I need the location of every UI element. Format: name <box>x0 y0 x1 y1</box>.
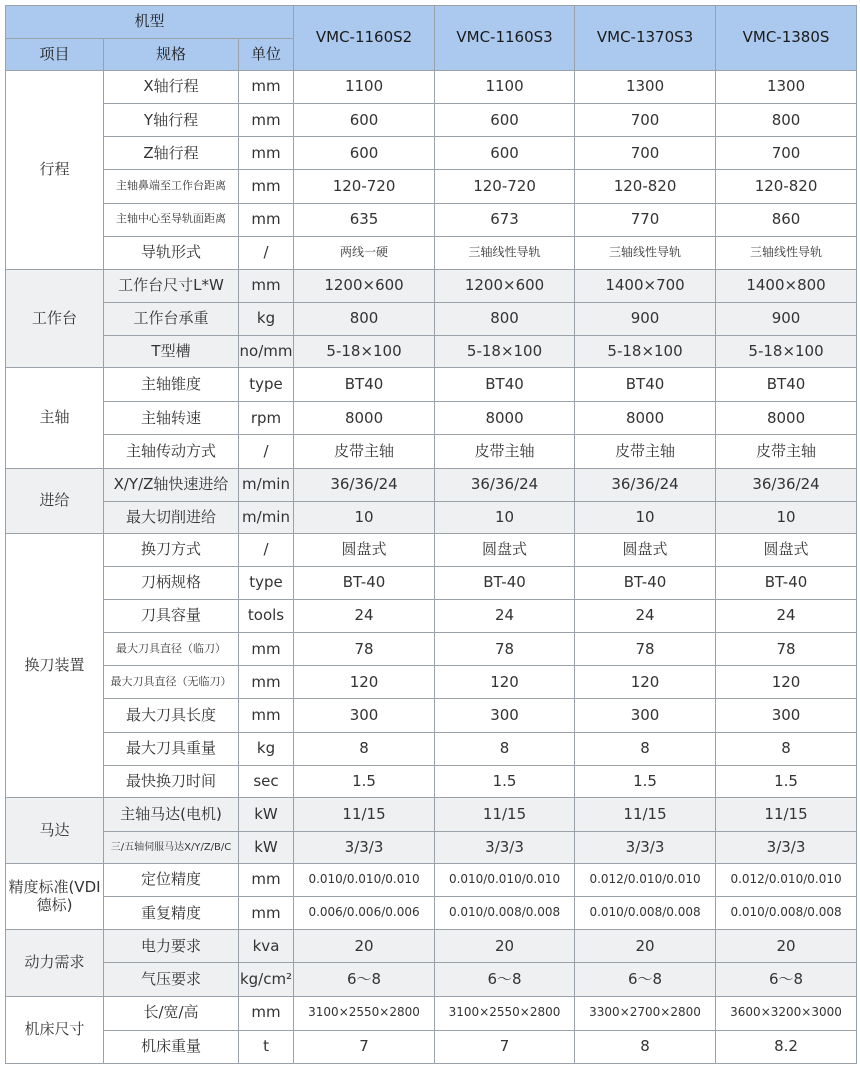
spec-cell: 主轴马达(电机) <box>104 797 239 831</box>
value-cell: 20 <box>575 930 716 963</box>
table-header <box>6 6 857 71</box>
value-cell: 0.010/0.008/0.008 <box>435 897 575 930</box>
table-row <box>6 203 857 236</box>
table-row <box>6 1030 857 1063</box>
spec-cell: 最快换刀时间 <box>104 765 239 797</box>
unit-cell: mm <box>239 666 294 699</box>
value-cell: 800 <box>716 104 857 137</box>
value-cell: 8.2 <box>716 1030 857 1063</box>
unit-cell: mm <box>239 699 294 732</box>
table-row <box>6 533 857 566</box>
value-cell: 0.010/0.008/0.008 <box>575 897 716 930</box>
unit-cell: rpm <box>239 402 294 435</box>
table-row <box>6 302 857 335</box>
spec-cell: 最大刀具重量 <box>104 732 239 765</box>
value-cell: 圆盘式 <box>716 533 857 566</box>
unit-cell: / <box>239 533 294 566</box>
table-row <box>6 765 857 797</box>
value-cell: 8000 <box>435 402 575 435</box>
value-cell: 0.010/0.008/0.008 <box>716 897 857 930</box>
unit-cell: m/min <box>239 501 294 533</box>
unit-cell: kg <box>239 302 294 335</box>
value-cell: 78 <box>716 633 857 666</box>
value-cell: 300 <box>294 699 435 732</box>
table-row <box>6 600 857 633</box>
value-cell: 圆盘式 <box>435 533 575 566</box>
value-cell: 300 <box>435 699 575 732</box>
value-cell: 700 <box>575 104 716 137</box>
value-cell: 600 <box>435 137 575 170</box>
value-cell: 673 <box>435 203 575 236</box>
value-cell: 700 <box>575 137 716 170</box>
value-cell: 24 <box>435 600 575 633</box>
value-cell: 两线一硬 <box>294 236 435 269</box>
spec-cell: 刀柄规格 <box>104 566 239 599</box>
spec-cell: 主轴转速 <box>104 402 239 435</box>
spec-cell: 最大刀具直径（临刀） <box>104 633 239 666</box>
unit-cell: kg <box>239 732 294 765</box>
value-cell: 700 <box>716 137 857 170</box>
model-column-3: VMC-1370S3 <box>575 6 716 71</box>
value-cell: 1.5 <box>435 765 575 797</box>
value-cell: 600 <box>294 137 435 170</box>
value-cell: 8 <box>575 732 716 765</box>
value-cell: 8000 <box>294 402 435 435</box>
category-cell: 进给 <box>6 468 104 533</box>
value-cell: 8 <box>575 1030 716 1063</box>
value-cell: 20 <box>716 930 857 963</box>
value-cell: 0.006/0.006/0.006 <box>294 897 435 930</box>
table-row <box>6 104 857 137</box>
category-cell: 马达 <box>6 797 104 863</box>
category-cell: 精度标准(VDI德标) <box>6 864 104 930</box>
table-row <box>6 236 857 269</box>
value-cell: 0.010/0.010/0.010 <box>435 864 575 897</box>
unit-cell: mm <box>239 633 294 666</box>
value-cell: 78 <box>435 633 575 666</box>
spec-cell: 刀具容量 <box>104 600 239 633</box>
value-cell: 120 <box>716 666 857 699</box>
value-cell: 1200×600 <box>435 269 575 302</box>
unit-cell: tools <box>239 600 294 633</box>
unit-cell: no/mm <box>239 336 294 368</box>
value-cell: 5-18×100 <box>294 336 435 368</box>
value-cell: 圆盘式 <box>575 533 716 566</box>
value-cell: 800 <box>294 302 435 335</box>
value-cell: BT-40 <box>294 566 435 599</box>
value-cell: 3/3/3 <box>575 831 716 863</box>
value-cell: 8 <box>435 732 575 765</box>
table-row <box>6 633 857 666</box>
value-cell: 8000 <box>575 402 716 435</box>
model-header-label: 机型 <box>6 6 294 39</box>
category-cell: 换刀装置 <box>6 533 104 797</box>
spec-cell: 机床重量 <box>104 1030 239 1063</box>
value-cell: 120 <box>575 666 716 699</box>
value-cell: 24 <box>716 600 857 633</box>
unit-cell: type <box>239 368 294 402</box>
value-cell: 10 <box>435 501 575 533</box>
value-cell: 1100 <box>435 71 575 104</box>
unit-cell: mm <box>239 864 294 897</box>
value-cell: 6～8 <box>435 963 575 996</box>
unit-cell: / <box>239 435 294 468</box>
value-cell: 3100×2550×2800 <box>294 996 435 1030</box>
value-cell: 900 <box>716 302 857 335</box>
value-cell: 8 <box>716 732 857 765</box>
spec-cell: 最大切削进给 <box>104 501 239 533</box>
value-cell: 5-18×100 <box>575 336 716 368</box>
spec-header: 规格 <box>104 39 239 71</box>
value-cell: 1300 <box>716 71 857 104</box>
table-row <box>6 864 857 897</box>
spec-cell: 主轴鼻端至工作台距离 <box>104 170 239 203</box>
unit-cell: t <box>239 1030 294 1063</box>
value-cell: 6～8 <box>716 963 857 996</box>
unit-cell: mm <box>239 104 294 137</box>
unit-cell: kg/cm² <box>239 963 294 996</box>
value-cell: BT40 <box>435 368 575 402</box>
unit-cell: mm <box>239 137 294 170</box>
category-cell: 动力需求 <box>6 930 104 996</box>
spec-cell: 三/五轴伺服马达X/Y/Z/B/C <box>104 831 239 863</box>
table-row <box>6 566 857 599</box>
value-cell: 0.010/0.010/0.010 <box>294 864 435 897</box>
value-cell: 1.5 <box>294 765 435 797</box>
category-cell: 机床尺寸 <box>6 996 104 1064</box>
value-cell: 3/3/3 <box>435 831 575 863</box>
value-cell: 120-720 <box>435 170 575 203</box>
spec-cell: 定位精度 <box>104 864 239 897</box>
spec-cell: 最大刀具长度 <box>104 699 239 732</box>
value-cell: 1.5 <box>716 765 857 797</box>
unit-cell: kva <box>239 930 294 963</box>
value-cell: 10 <box>575 501 716 533</box>
value-cell: 0.012/0.010/0.010 <box>716 864 857 897</box>
table-row <box>6 435 857 468</box>
value-cell: 600 <box>294 104 435 137</box>
value-cell: 1200×600 <box>294 269 435 302</box>
value-cell: 5-18×100 <box>435 336 575 368</box>
value-cell: 24 <box>294 600 435 633</box>
value-cell: 36/36/24 <box>716 468 857 501</box>
value-cell: 7 <box>294 1030 435 1063</box>
category-cell: 主轴 <box>6 368 104 468</box>
value-cell: 8 <box>294 732 435 765</box>
value-cell: 3100×2550×2800 <box>435 996 575 1030</box>
table-row <box>6 963 857 996</box>
value-cell: 78 <box>575 633 716 666</box>
value-cell: BT40 <box>294 368 435 402</box>
table-row <box>6 831 857 863</box>
value-cell: 1400×700 <box>575 269 716 302</box>
value-cell: 120-720 <box>294 170 435 203</box>
value-cell: 皮带主轴 <box>716 435 857 468</box>
spec-cell: 长/宽/高 <box>104 996 239 1030</box>
value-cell: 6～8 <box>294 963 435 996</box>
spec-cell: 工作台承重 <box>104 302 239 335</box>
table-row <box>6 930 857 963</box>
category-cell: 工作台 <box>6 269 104 367</box>
spec-cell: X轴行程 <box>104 71 239 104</box>
value-cell: BT40 <box>575 368 716 402</box>
value-cell: 11/15 <box>575 797 716 831</box>
value-cell: 120 <box>435 666 575 699</box>
unit-cell: type <box>239 566 294 599</box>
value-cell: 800 <box>435 302 575 335</box>
value-cell: 300 <box>716 699 857 732</box>
spec-table <box>5 5 857 1064</box>
value-cell: 120-820 <box>716 170 857 203</box>
value-cell: 3600×3200×3000 <box>716 996 857 1030</box>
model-column-2: VMC-1160S3 <box>435 6 575 71</box>
table-row <box>6 797 857 831</box>
table-row <box>6 468 857 501</box>
value-cell: 3/3/3 <box>294 831 435 863</box>
value-cell: 5-18×100 <box>716 336 857 368</box>
table-row <box>6 170 857 203</box>
value-cell: 1.5 <box>575 765 716 797</box>
unit-cell: m/min <box>239 468 294 501</box>
unit-header: 单位 <box>239 39 294 71</box>
value-cell: 10 <box>716 501 857 533</box>
unit-cell: mm <box>239 71 294 104</box>
table-row <box>6 501 857 533</box>
unit-cell: mm <box>239 203 294 236</box>
unit-cell: mm <box>239 170 294 203</box>
value-cell: 3/3/3 <box>716 831 857 863</box>
value-cell: 6～8 <box>575 963 716 996</box>
value-cell: 皮带主轴 <box>435 435 575 468</box>
table-row <box>6 137 857 170</box>
table-row <box>6 996 857 1030</box>
value-cell: 860 <box>716 203 857 236</box>
unit-cell: mm <box>239 269 294 302</box>
value-cell: 24 <box>575 600 716 633</box>
value-cell: 120 <box>294 666 435 699</box>
value-cell: 300 <box>575 699 716 732</box>
value-cell: 900 <box>575 302 716 335</box>
model-column-4: VMC-1380S <box>716 6 857 71</box>
value-cell: 1300 <box>575 71 716 104</box>
value-cell: 1400×800 <box>716 269 857 302</box>
spec-cell: T型槽 <box>104 336 239 368</box>
spec-cell: X/Y/Z轴快速进给 <box>104 468 239 501</box>
table-body <box>6 71 857 1064</box>
value-cell: 三轴线性导轨 <box>716 236 857 269</box>
value-cell: 三轴线性导轨 <box>435 236 575 269</box>
value-cell: 36/36/24 <box>294 468 435 501</box>
value-cell: 11/15 <box>435 797 575 831</box>
value-cell: 36/36/24 <box>575 468 716 501</box>
value-cell: BT-40 <box>716 566 857 599</box>
value-cell: 10 <box>294 501 435 533</box>
value-cell: BT-40 <box>575 566 716 599</box>
spec-cell: Z轴行程 <box>104 137 239 170</box>
value-cell: 7 <box>435 1030 575 1063</box>
unit-cell: mm <box>239 897 294 930</box>
category-cell: 行程 <box>6 71 104 270</box>
spec-cell: 主轴锥度 <box>104 368 239 402</box>
unit-cell: kW <box>239 831 294 863</box>
unit-cell: mm <box>239 996 294 1030</box>
value-cell: 78 <box>294 633 435 666</box>
value-cell: BT40 <box>716 368 857 402</box>
model-column-1: VMC-1160S2 <box>294 6 435 71</box>
value-cell: 120-820 <box>575 170 716 203</box>
value-cell: 600 <box>435 104 575 137</box>
table-row <box>6 732 857 765</box>
value-cell: 20 <box>294 930 435 963</box>
spec-cell: 主轴传动方式 <box>104 435 239 468</box>
value-cell: 8000 <box>716 402 857 435</box>
value-cell: 20 <box>435 930 575 963</box>
unit-cell: sec <box>239 765 294 797</box>
table-row <box>6 71 857 104</box>
spec-cell: Y轴行程 <box>104 104 239 137</box>
value-cell: 三轴线性导轨 <box>575 236 716 269</box>
value-cell: 1100 <box>294 71 435 104</box>
value-cell: 770 <box>575 203 716 236</box>
unit-cell: / <box>239 236 294 269</box>
table-row <box>6 402 857 435</box>
table-row <box>6 269 857 302</box>
table-row <box>6 897 857 930</box>
spec-cell: 最大刀具直径（无临刀） <box>104 666 239 699</box>
value-cell: 635 <box>294 203 435 236</box>
value-cell: 11/15 <box>716 797 857 831</box>
spec-cell: 换刀方式 <box>104 533 239 566</box>
table-row <box>6 666 857 699</box>
spec-cell: 气压要求 <box>104 963 239 996</box>
table-row <box>6 368 857 402</box>
spec-cell: 导轨形式 <box>104 236 239 269</box>
value-cell: 皮带主轴 <box>575 435 716 468</box>
value-cell: 圆盘式 <box>294 533 435 566</box>
table-row <box>6 699 857 732</box>
item-header: 项目 <box>6 39 104 71</box>
unit-cell: kW <box>239 797 294 831</box>
table-row <box>6 336 857 368</box>
spec-cell: 重复精度 <box>104 897 239 930</box>
value-cell: 0.012/0.010/0.010 <box>575 864 716 897</box>
value-cell: 11/15 <box>294 797 435 831</box>
value-cell: 皮带主轴 <box>294 435 435 468</box>
spec-cell: 电力要求 <box>104 930 239 963</box>
spec-cell: 工作台尺寸L*W <box>104 269 239 302</box>
spec-cell: 主轴中心至导轨面距离 <box>104 203 239 236</box>
value-cell: BT-40 <box>435 566 575 599</box>
value-cell: 36/36/24 <box>435 468 575 501</box>
value-cell: 3300×2700×2800 <box>575 996 716 1030</box>
